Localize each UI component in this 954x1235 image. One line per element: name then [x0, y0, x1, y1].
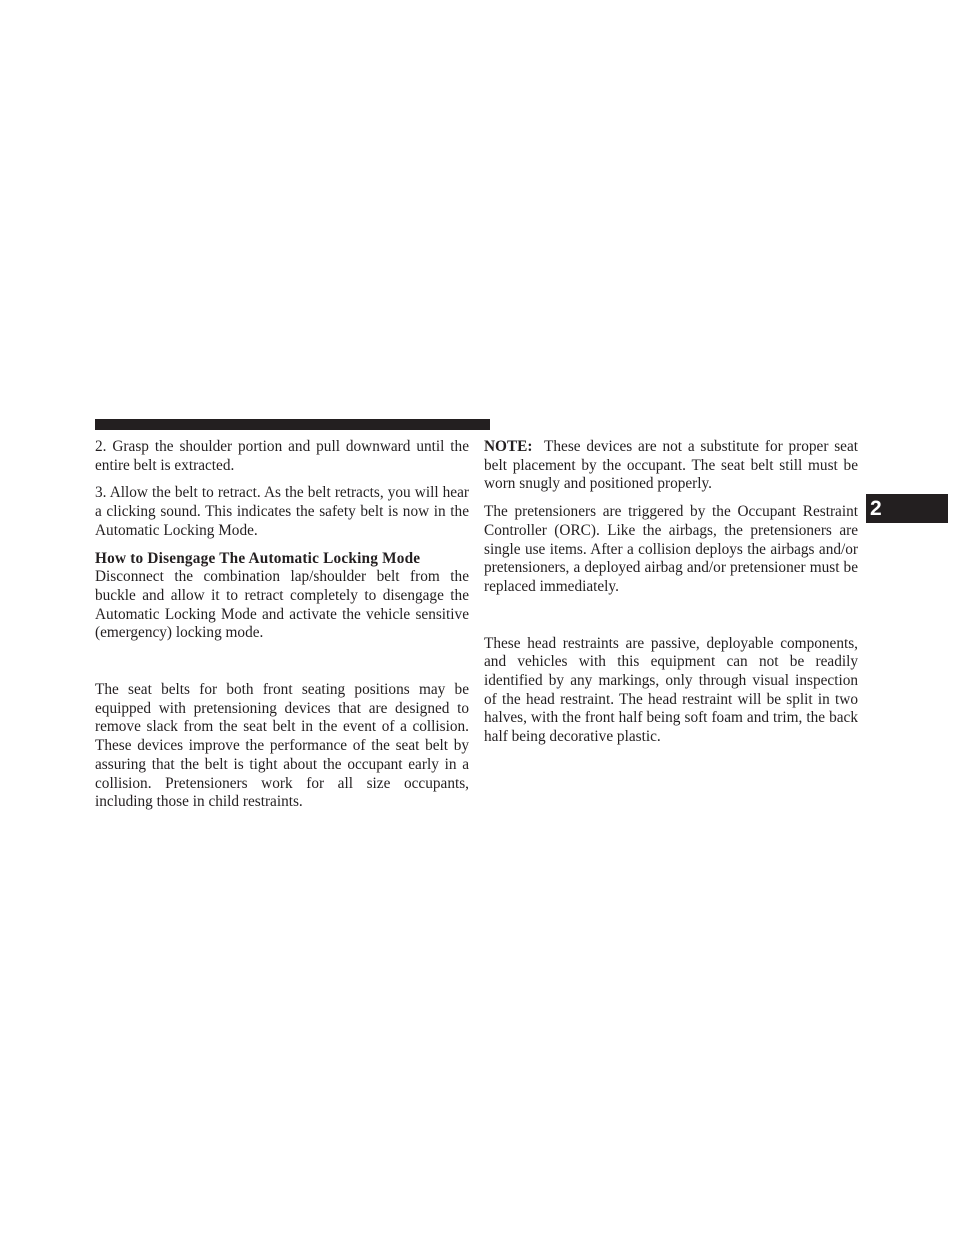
chapter-number: 2: [870, 497, 882, 520]
head-restraint-paragraph: These head restraints are passive, deployable components, and vehicles with this equipment can not be readily identified by any markings, only through visual inspection of the head restraint. The head restraint will be split in two halves, with the front half being soft foam and trim, the back half being decorative plastic.: [484, 634, 858, 746]
left-column: [95, 438, 469, 812]
chapter-tab: [866, 494, 948, 523]
pretensioner-paragraph: The seat belts for both front seating positions may be equipped with pretensioning devices that are designed to remove slack from the seat belt in the event of a collision. These devices improve the performance of the seat belt by assuring that the belt is tight about the occupant early in a collision. Pretensioners work for all size occupants, including those in child restraints.: [95, 681, 469, 811]
note-label: NOTE:: [484, 438, 533, 455]
step-2-paragraph: 2. Grasp the shoulder portion and pull downward until the entire belt is extracted.: [95, 438, 469, 474]
note-text: These devices are not a substitute for proper seat belt placement by the occupant. The seat belt still must be worn snugly and positioned properly.: [484, 438, 858, 493]
disengage-heading: How to Disengage The Automatic Locking Mode: [95, 549, 421, 567]
disengage-paragraph: Disconnect the combination lap/shoulder belt from the buckle and allow it to retract completely to disengage the Automatic Locking Mode and activate the vehicle sensitive (emergency) locking mode.: [95, 568, 469, 642]
step-3-paragraph: 3. Allow the belt to retract. As the belt retracts, you will hear a clicking sound. This indicates the safety belt is now in the Automatic Locking Mode.: [95, 484, 469, 539]
trigger-paragraph: The pretensioners are triggered by the Occupant Restraint Controller (ORC). Like the airbags, the pretensioners are single use items. After a collision deploys the airbags and/or pretensioners, a deployed airbag and/or pretensioner must be replaced immediately.: [484, 503, 858, 595]
section-header-rule: [95, 419, 490, 430]
note-paragraph: [484, 438, 858, 494]
right-column: [484, 438, 858, 747]
